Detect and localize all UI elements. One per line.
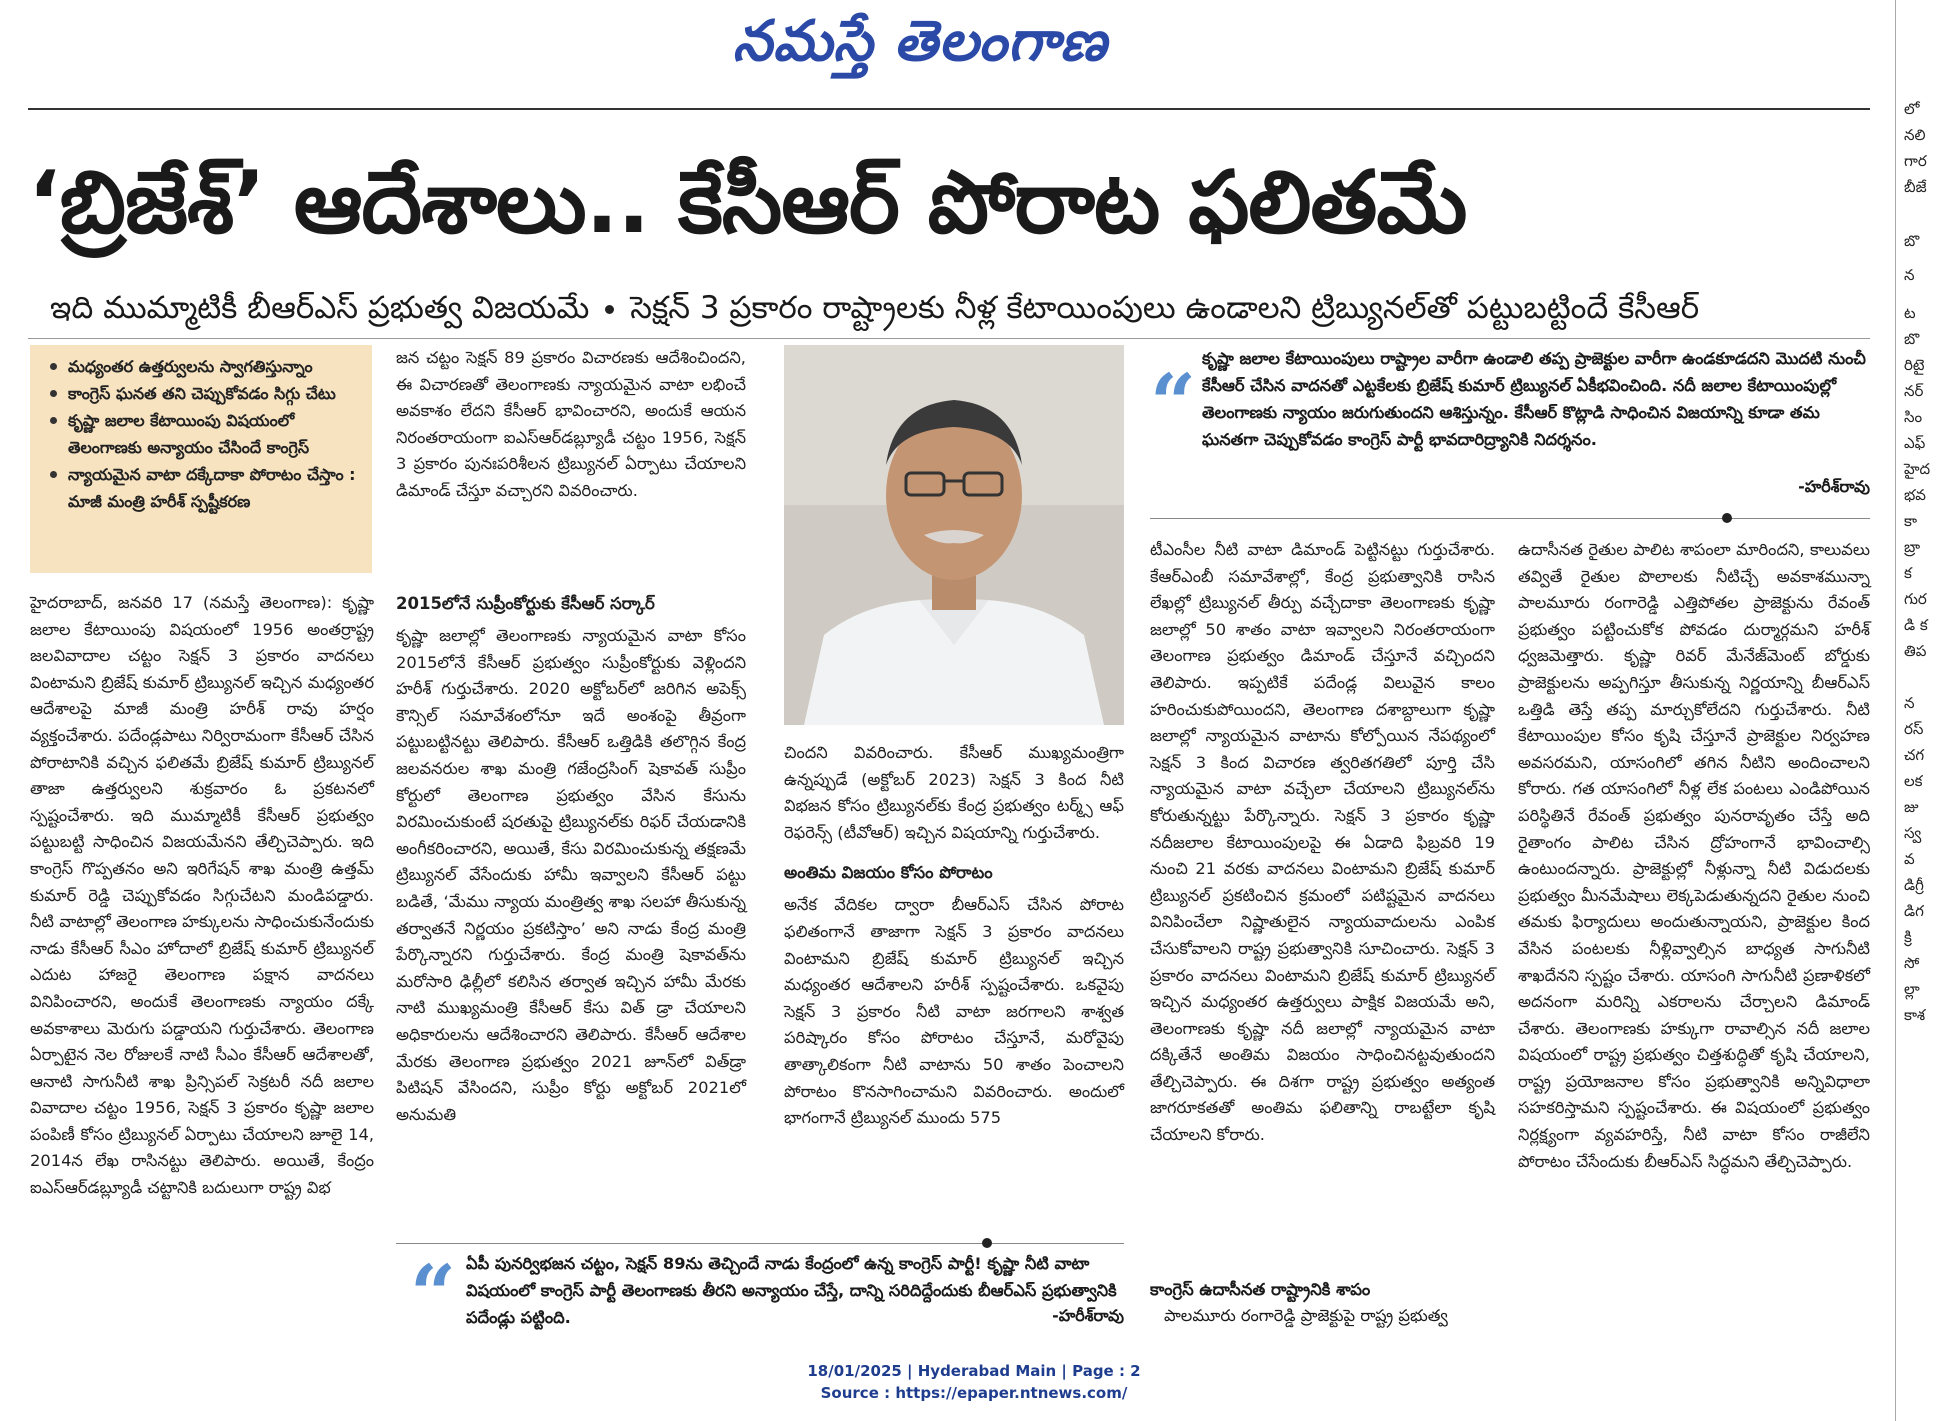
section-heading: అంతిమ విజయం కోసం పోరాటం xyxy=(784,863,993,883)
section-heading-4 xyxy=(1150,1280,1495,1325)
adjacent-text-fragment: లో xyxy=(1904,100,1920,118)
headline: ‘బ్రిజేశ్’ ఆదేశాలు.. కేసీఆర్ పోరాట ఫలితమే xyxy=(28,153,1467,253)
adjacent-text-fragment: బ్రా xyxy=(1904,538,1921,556)
article-column-2-top xyxy=(396,345,746,555)
adjacent-text-fragment: కాశ xyxy=(1904,1006,1926,1024)
subheadline-left: ఇది ముమ్మాటికీ బీఆర్ఎస్ ప్రభుత్వ విజయమే xyxy=(50,290,590,326)
article-column-5 xyxy=(1518,537,1870,1267)
adjacent-text-fragment: బొ xyxy=(1904,330,1920,348)
column-text: చిందని వివరించారు. కేసీఆర్ ముఖ్యమంత్రిగా ఉన్నప్పుడే (అక్టోబర్ 2023) సెక్షన్ 3 కింద నీటి విభజన కోసం ట్రిబ్యునల్‌కు కేంద్ర ప్రభుత్వం టర్మ్స్ ఆఫ్ రెఫరెన్స్ (టీవోఆర్) ఇచ్చిన విషయాన్ని గుర్తుచేశారు. xyxy=(784,743,1124,842)
column-text: పాలమూరు రంగారెడ్డి ప్రాజెక్టుపై రాష్ట్ర ప్రభుత్వ xyxy=(1164,1306,1448,1325)
article-column-4 xyxy=(1150,537,1495,1267)
adjacent-text-fragment: క xyxy=(1904,564,1912,582)
bullet-dot-icon xyxy=(982,1238,992,1248)
adjacent-text-fragment: గుర xyxy=(1904,590,1927,608)
adjacent-text-fragment: చగ xyxy=(1904,746,1925,764)
column-text: కృష్ణా జలాల్లో తెలంగాణకు న్యాయమైన వాటా కోసం 2015లోనే కేసీఆర్ ప్రభుత్వం సుప్రీంకోర్టుకు వెళ్లిందని హరీశ్ గుర్తుచేశారు. 2020 అక్టోబర్‌లో జరిగిన అపెక్స్ కౌన్సిల్ సమావేశంలోనూ ఇదే అంశంపై తీవ్రంగా పట్టుబట్టినట్టు తెలిపారు. కేసీఆర్ ఒత్తిడికి తలొగ్గిన కేంద్ర జలవనరుల శాఖ మంత్రి గజేంద్రసింగ్ షెకావత్ సుప్రీం కోర్టులో తెలంగాణ ప్రభుత్వం వేసిన కేసును విరమించుకుంటే షరతుపై ట్రిబ్యునల్‌కు రిఫర్ చేయడానికి అంగీకరించారని, అయితే, కేసు విరమించుకున్న తక్షణమే ట్రిబ్యునల్ వేసేందుకు హామీ ఇవ్వాలని కేసీఆర్ పట్టు బడితే, ‘మేము న్యాయ మంత్రిత్వ శాఖ సలహా తీసుకున్న తర్వాతనే నిర్ణయం ప్రకటిస్తాం’ అని నాడు కేంద్ర మంత్రి పేర్కొన్నారని గుర్తుచేశారు. కేంద్ర మంత్రి షెకావత్‌ను మరోసారి ఢిల్లీలో కలిసిన తర్వాత ఇచ్చిన హామీ మేరకు నాటి ముఖ్యమంత్రి కేసీఆర్ కేసు విత్ డ్రా చేయాలని అధికారులను ఆదేశించారని తెలిపారు. కేసీఆర్ ఆదేశాల మేరకు తెలంగాణ ప్రభుత్వం 2021 జూన్‌లో విత్‌డ్రా పిటిషన్ వేసిందని, సుప్రీం కోర్టు అక్టోబర్ 2021లో అనుమతి xyxy=(396,626,746,1124)
column-text: ఉదాసీనత రైతుల పాలిట శాపంలా మారిందని, కాలువలు తవ్వితే రైతుల పొలాలకు నీటిచ్చే అవకాశమున్నా పాలమూరు రంగారెడ్డి ఎత్తిపోతల ప్రాజెక్టును రేవంత్ ప్రభుత్వం పట్టించుకోక పోవడం దుర్మార్గమని హరీశ్ ధ్వజమెత్తారు. కృష్ణా రివర్ మేనేజ్‌మెంట్ బోర్డుకు ప్రాజెక్టులను అప్పగిస్తూ తీసుకున్న నిర్ణయాన్ని బీఆర్ఎస్ ఒత్తిడి తెస్తే తప్ప మార్చుకోలేదని గుర్తుచేశారు. నీటి కేటాయింపుల కోసం కృషి చేస్తూనే ప్రాజెక్టుల నిర్వహణ అవసరమని, యాసంగిలో తగిన నీటిని అందించాలని కోరారు. గత యాసంగిలో నీళ్ల లేక పంటలు ఎండిపోయిన పరిస్థితినే రేవంత్ ప్రభుత్వం పునరావృతం చేస్తే అది రైతాంగం పాలిట చేసిన ద్రోహంగానే భావించాల్సి ఉంటుందన్నారు. ప్రాజెక్టుల్లో నీళ్లున్నా నీటి విడుదలకు ప్రభుత్వం మీనమేషాలు లెక్కపెడుతున్నదని రైతుల నుంచి తమకు ఫిర్యాదులు అందుతున్నాయని, ప్రాజెక్టుల కింద వేసిన పంటలకు నీళ్లివ్వాల్సిన బాధ్యత సాగునీటి శాఖదేనని స్పష్టం చేశారు. యాసంగి సాగునీటి ప్రణాళికలో అదనంగా మరిన్ని ఎకరాలను చేర్చాలని డిమాండ్ చేశారు. తెలంగాణకు హక్కుగా రావాల్సిన నదీ జలాల విషయంలో రాష్ట్ర ప్రభుత్వం చిత్తశుద్ధితో కృషి చేయాలని, రాష్ట్ర ప్రయోజనాల కోసం ప్రభుత్వానికి అన్నివిధాలా సహకరిస్తామని స్పష్టంచేశారు. ఈ విషయంలో ప్రభుత్వం నిర్లక్ష్యంగా వ్యవహరిస్తే, నీటి వాటా కోసం రాజీలేని పోరాటం చేసేందుకు బీఆర్ఎస్ సిద్ధమని తేల్చిచెప్పారు. xyxy=(1518,540,1870,1171)
page-footer xyxy=(0,1360,1948,1404)
adjacent-text-fragment: క్రి xyxy=(1904,928,1912,946)
adjacent-text-fragment: గార xyxy=(1904,152,1927,170)
column-text: హైదరాబాద్, జనవరి 17 (నమస్తే తెలంగాణ): కృష్ణా జలాల కేటాయింపు విషయంలో 1956 అంతర్రాష్ట్ర జలవివాదాల చట్టం సెక్షన్ 3 ప్రకారం వాదనలు వింటామని బ్రిజేష్ కుమార్ ట్రిబ్యునల్ ఇచ్చిన మధ్యంతర ఆదేశాలపై మాజీ మంత్రి హరీశ్ రావు హర్షం వ్యక్తంచేశారు. పదేండ్లపాటు నిర్విరామంగా కేసీఆర్ చేసిన పోరాటానికి వచ్చిన ఫలితమే బ్రిజేష్ కుమార్ ట్రిబ్యునల్ తాజా ఉత్తర్వులని శుక్రవారం ఓ ప్రకటనలో స్పష్టంచేశారు. ఇది ముమ్మాటికీ కేసీఆర్ ప్రభుత్వం పట్టుబట్టి సాధించిన విజయమేనని తేల్చిచెప్పారు. ఇది కాంగ్రెస్ గొప్పతనం అని ఇరిగేషన్ శాఖ మంత్రి ఉత్తమ్ కుమార్ రెడ్డి చెప్పుకోవడం సిగ్గుచేటని మండిపడ్డారు. నీటి వాటాల్లో తెలంగాణ హక్కులను సాధించుకునేందుకు నాడు కేసీఆర్ సీఎం హోదాలో బ్రిజేష్ కుమార్ ట్రిబ్యునల్ ఎదుట హాజరై తెలంగాణ పక్షాన వాదనలు వినిపించారని, అందుకే తెలంగాణకు న్యాయం దక్కే అవకాశాలు మెరుగు పడ్డాయని గుర్తుచేశారు. తెలంగాణ ఏర్పాటైన నెల రోజులకే నాటి సీఎం కేసీఆర్ ఆదేశాలతో, ఆనాటి సాగునీటి శాఖ ప్రిన్సిపల్ సెక్రటరీ నదీ జలాల వివాదాల చట్టం 1956, సెక్షన్ 3 ప్రకారం కృష్ణా జలాల పంపిణీ కోసం ట్రిబ్యునల్ ఏర్పాటు చేయాలని జూలై 14, 2014న లేఖ రాసినట్టు తెలిపారు. అయితే, కేంద్రం ఐఎస్ఆర్‌డబ్ల్యూడీ చట్టానికి బదులుగా రాష్ట్ర విభ xyxy=(30,593,374,1198)
column-text: జన చట్టం సెక్షన్ 89 ప్రకారం విచారణకు ఆదేశించిందని, ఈ విచారణతో తెలంగాణకు న్యాయమైన వాటా లభించే అవకాశం లేదని కేసీఆర్ భావించారని, అందుకే ఆయన నిరంతరాయంగా ఐఎస్ఆర్‌డబ్ల్యూడీ చట్టం 1956, సెక్షన్ 3 ప్రకారం పునఃపరిశీలన ట్రిబ్యునల్ ఏర్పాటు చేయాలని డిమాండ్ చేస్తూ వచ్చారని వివరించారు. xyxy=(396,348,746,500)
quote-attribution: -హరీశ్‌రావు xyxy=(1052,1306,1124,1325)
quote-rule xyxy=(396,1243,1124,1244)
section-heading: 2015లోనే సుప్రీంకోర్టుకు కేసీఆర్ సర్కార్ xyxy=(396,594,655,613)
pull-quote-1 xyxy=(1150,345,1870,505)
highlight-item: న్యాయమైన వాటా దక్కేదాకా పోరాటం చేస్తాం : మాజీ మంత్రి హరీశ్ స్పష్టీకరణ xyxy=(42,461,364,515)
column-text: టీఎంసీల నీటి వాటా డిమాండ్ పెట్టినట్టు గుర్తుచేశారు. కేఆర్ఎంబీ సమావేశాల్లో, కేంద్ర ప్రభుత్వానికి రాసిన లేఖల్లో ట్రిబ్యునల్ తీర్పు వచ్చేదాకా తెలంగాణకు కృష్ణా జలాల్లో 50 శాతం వాటా ఇవ్వాలని నిరంతరాయంగా తెలంగాణ ప్రభుత్వం డిమాండ్ చేస్తూనే వచ్చిందని తెలిపారు. ఇప్పటికే పదేండ్ల విలువైన కాలం హరించుకుపోయిందని, తెలంగాణ దశాబ్దాలుగా కృష్ణా జలాల్లో న్యాయమైన వాటాను కోల్పోయిన నేపథ్యంలో సెక్షన్ 3 కింద విచారణ త్వరితగతిలో పూర్తి చేసి న్యాయమైన వాటా వచ్చేలా చేయాలని ట్రిబ్యునల్‌ను కోరుతున్నట్టు పేర్కొన్నారు. సెక్షన్ 3 ప్రకారం కృష్ణా నదీజలాల కేటాయింపులపై ఈ ఏడాది ఫిబ్రవరి 19 నుంచి 21 వరకు వాదనలు వింటామని బ్రిజేష్ కుమార్ ట్రిబ్యునల్ ప్రకటించిన క్రమంలో పటిష్టమైన వాదనలు వినిపించేలా నిష్ణాతులైన న్యాయవాదులను ఎంపిక చేసుకోవాలని రాష్ట్ర ప్రభుత్వానికి సూచించారు. సెక్షన్ 3 ప్రకారం వాదనలు వింటామని బ్రిజేష్ కుమార్ ట్రిబ్యునల్ ఇచ్చిన మధ్యంతర ఉత్తర్వులు పాక్షిక విజయమే అని, తెలంగాణకు కృష్ణా నదీ జలాల్లో న్యాయమైన వాటా దక్కితేనే అంతిమ విజయం సాధించినట్టవుతుందని తేల్చిచెప్పారు. ఈ దిశగా రాష్ట్ర ప్రభుత్వం అత్యంత జాగరూకతతో అంతిమ ఫలితాన్ని రాబట్టేలా కృషి చేయాలని కోరారు. xyxy=(1150,540,1495,1145)
adjacent-text-fragment: ల్లా xyxy=(1904,980,1920,998)
adjacent-text-fragment: రస్ xyxy=(1904,720,1924,738)
article-column-3 xyxy=(784,740,1124,1280)
quote-icon: “ xyxy=(410,1247,457,1341)
adjacent-text-fragment: జు xyxy=(1904,798,1919,816)
article-column-1 xyxy=(30,590,374,1310)
adjacent-text-fragment: వ xyxy=(1904,850,1915,868)
highlights-box xyxy=(30,345,372,573)
top-rule xyxy=(28,108,1870,110)
masthead-logo: నమస్తే తెలంగాణ xyxy=(732,8,1108,74)
pull-quote-2 xyxy=(410,1247,1124,1341)
adjacent-text-fragment: బొ xyxy=(1904,232,1920,250)
adjacent-text-fragment: తిప xyxy=(1904,642,1927,660)
adjacent-text-fragment: సిం xyxy=(1904,408,1923,426)
adjacent-text-fragment: లక xyxy=(1904,772,1923,790)
highlight-item: మధ్యంతర ఉత్తర్వులను స్వాగతిస్తున్నాం xyxy=(42,353,364,380)
adjacent-text-fragment: ట xyxy=(1904,304,1916,322)
highlight-item: కాంగ్రెస్ ఘనత తని చెప్పుకోవడం సిగ్గు చేటు xyxy=(42,380,364,407)
adjacent-text-fragment: న xyxy=(1904,694,1915,712)
adjacent-text-fragment: హైద xyxy=(1904,460,1931,478)
adjacent-text-fragment: డిగ్రీ xyxy=(1904,876,1924,894)
quote-text: కృష్ణా జలాల కేటాయింపులు రాష్ట్రాల వారీగా ఉండాలి తప్ప ప్రాజెక్టుల వారీగా ఉండకూడదని మొదటి నుంచీ కేసీఆర్ చేసిన వాదనతో ఎట్టకేలకు బ్రిజేష్ కుమార్ ట్రిబ్యునల్ ఏకీభవించింది. నదీ జలాల కేటాయింపుల్లో తెలంగాణకు న్యాయం జరుగుతుందని ఆశిస్తున్నం. కేసీఆర్ కొట్లాడి సాధించిన విజయాన్ని కూడా తమ ఘనతగా చెప్పుకోవడం కాంగ్రెస్ పార్టీ భావదారిద్ర్యానికి నిదర్శనం. xyxy=(1202,349,1866,449)
adjacent-text-fragment: నలి xyxy=(1904,126,1926,144)
portrait-illustration xyxy=(784,345,1124,725)
adjacent-text-fragment: భవ xyxy=(1904,486,1926,504)
bullet-dot-icon xyxy=(1722,513,1732,523)
adjacent-text-fragment: డి క xyxy=(1904,616,1928,634)
quote-rule xyxy=(1150,518,1870,519)
footer-edition: 18/01/2025 | Hyderabad Main | Page : 2 xyxy=(807,1362,1141,1380)
article-column-2 xyxy=(396,585,746,1280)
column-text: అనేక వేదికల ద్వారా బీఆర్ఎస్ చేసిన పోరాట ఫలితంగానే తాజాగా సెక్షన్ 3 ప్రకారం వాదనలు వింటామని బ్రిజేష్ కుమార్ ట్రిబ్యునల్ ఇచ్చిన మధ్యంతర ఆదేశాలని హరీశ్ స్పష్టంచేశారు. ఒకవైపు సెక్షన్ 3 ప్రకారం నీటి వాటా జరగాలని శాశ్వత పరిష్కారం కోసం పోరాటం చేస్తూనే, మరోవైపు తాత్కాలికంగా నీటి వాటాను 50 శాతం పెంచాలని పోరాటం కొనసాగించామని వివరించారు. అందులో భాగంగానే ట్రిబ్యునల్ ముందు 575 xyxy=(784,895,1124,1128)
section-heading: కాంగ్రెస్ ఉదాసీనత రాష్ట్రానికి శాపం xyxy=(1150,1280,1371,1299)
adjacent-text-fragment: డిగ xyxy=(1904,902,1924,920)
bullet-dot-icon xyxy=(605,305,614,314)
adjacent-text-fragment: నర్ xyxy=(1904,382,1924,400)
subheadline xyxy=(50,282,1870,334)
adjacent-text-fragment: న xyxy=(1904,266,1915,284)
quote-icon: “ xyxy=(1150,356,1197,450)
footer-source: Source : https://epaper.ntnews.com/ xyxy=(820,1384,1128,1402)
highlight-item: కృష్ణా జలాల కేటాయింపు విషయంలో తెలంగాణకు అన్యాయం చేసిందే కాంగ్రెస్ xyxy=(42,407,364,461)
adjacent-text-fragment: కా xyxy=(1904,512,1918,530)
quote-attribution: -హరీశ్‌రావు xyxy=(1798,477,1870,496)
quote-text: ఏపీ పునర్విభజన చట్టం, సెక్షన్ 89ను తెచ్చిందే నాడు కేంద్రంలో ఉన్న కాంగ్రెస్ పార్టీ! కృష్ణా నీటి వాటా విషయంలో కాంగ్రెస్ పార్టీ తెలంగాణకు తీరని అన్యాయం చేస్తే, దాన్ని సరిదిద్దేందుకు బీఆర్ఎస్ ప్రభుత్వానికి పదేండ్లు పట్టింది. xyxy=(466,1254,1117,1327)
subheadline-right: సెక్షన్ 3 ప్రకారం రాష్ట్రాలకు నీళ్ల కేటాయింపులు ఉండాలని ట్రిబ్యునల్‌తో పట్టుబట్టిందే కేసీఆర్ xyxy=(630,290,1700,326)
sub-rule xyxy=(28,338,1870,339)
adjacent-text-fragment: ఎఫ్ xyxy=(1904,434,1926,452)
adjacent-text-fragment: రిటై xyxy=(1904,356,1925,374)
adjacent-text-fragment: బీజే xyxy=(1904,178,1927,196)
adjacent-article-strip xyxy=(1895,0,1948,1421)
adjacent-text-fragment: స్వ xyxy=(1904,824,1922,842)
adjacent-text-fragment: సో xyxy=(1904,954,1920,972)
portrait-photo xyxy=(784,345,1124,725)
